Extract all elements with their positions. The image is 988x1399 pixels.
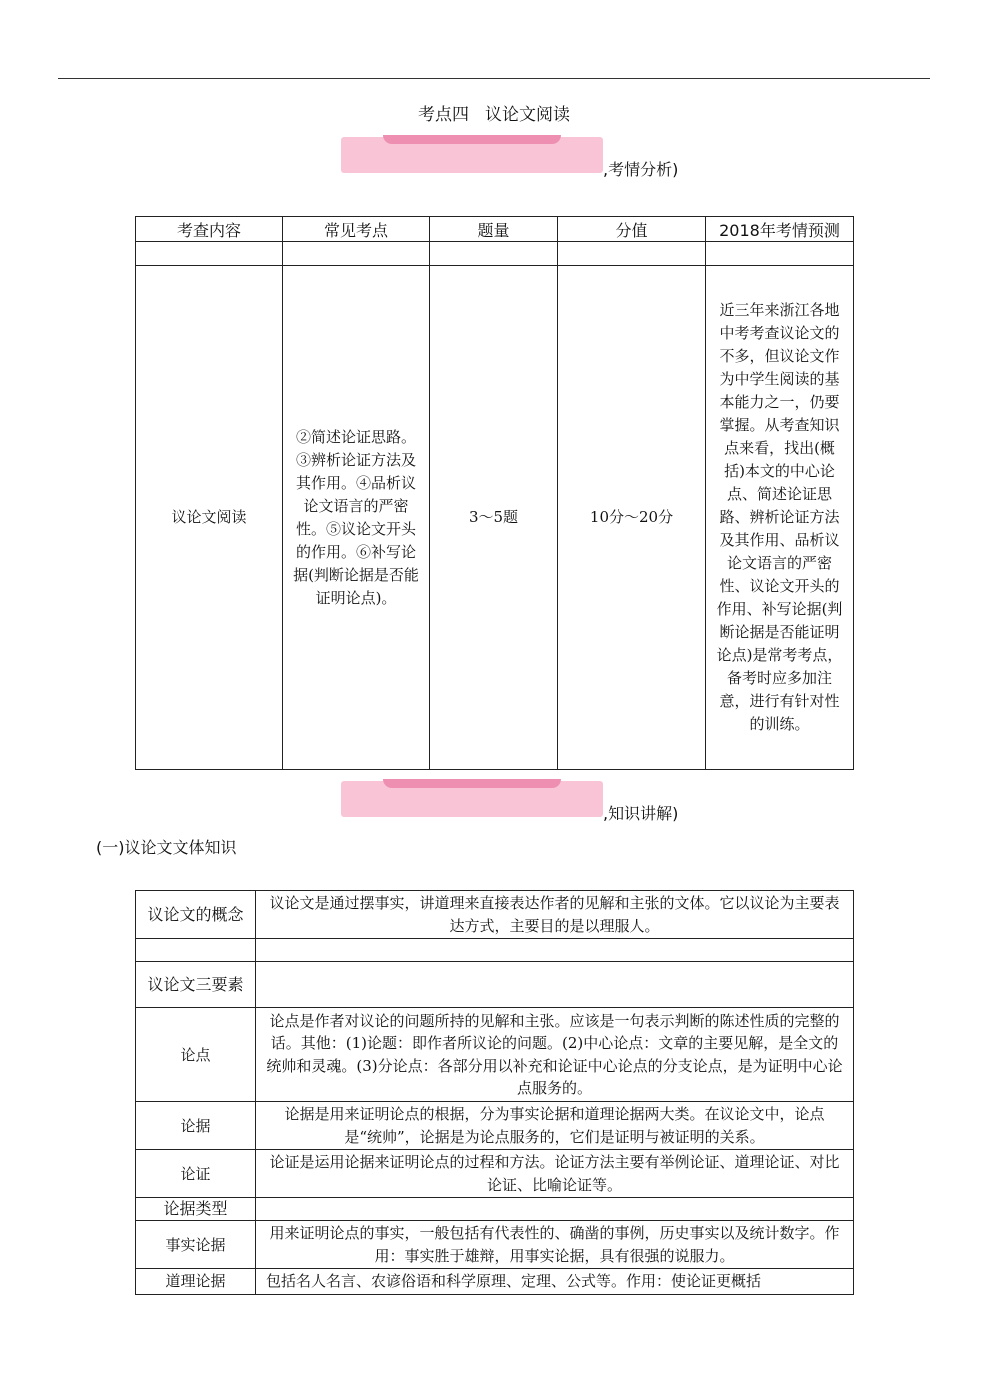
header-cell: 2018年考情预测 — [706, 217, 854, 242]
analysis-banner-label: ,考情分析) — [603, 160, 679, 179]
evidence-types-label: 论据类型 — [136, 1198, 256, 1221]
header-cell: 分值 — [558, 217, 706, 242]
fact-label: 事实论据 — [136, 1221, 256, 1269]
content-cell: 议论文阅读 — [136, 266, 283, 770]
table-row — [136, 1008, 854, 1102]
empty-row — [136, 939, 854, 962]
concept-label: 议论文的概念 — [136, 891, 256, 939]
table-row — [136, 891, 854, 939]
table-row — [136, 1102, 854, 1150]
banner-tab — [383, 779, 561, 788]
header-cell: 常见考点 — [283, 217, 430, 242]
evidence-label: 论据 — [136, 1102, 256, 1150]
principle-text: 包括名人名言、农谚俗语和科学原理、定理、公式等。作用：使论证更概括 — [256, 1269, 854, 1295]
top-rule — [58, 78, 930, 79]
fact-text: 用来证明论点的事实，一般包括有代表性的、确凿的事例，历史事实以及统计数字。作用：事实胜于雄辩，用事实论据，具有很强的说服力。 — [256, 1221, 854, 1269]
evidence-text: 论据是用来证明论点的根据，分为事实论据和道理论据两大类。在议论文中，论点是“统帅”，论据是为论点服务的，它们是证明与被证明的关系。 — [256, 1102, 854, 1150]
concept-text: 议论文是通过摆事实，讲道理来直接表达作者的见解和主张的文体。它以议论为主要表达方式，主要目的是以理服人。 — [256, 891, 854, 939]
header-cell: 考查内容 — [136, 217, 283, 242]
title-part1: 考点四 — [418, 105, 469, 125]
title-part2: 议论文阅读 — [485, 105, 570, 125]
knowledge-table — [135, 890, 854, 1295]
empty-row — [136, 242, 854, 266]
knowledge-banner — [341, 779, 603, 817]
banner-tab — [383, 135, 561, 144]
principle-label: 道理论据 — [136, 1269, 256, 1295]
argument-text: 论点是作者对议论的问题所持的见解和主张。应该是一句表示判断的陈述性质的完整的话。其他：(1)论题：即作者所议论的问题。(2)中心论点：文章的主要见解，是全文的统帅和灵魂。(3)分论点：各部分用以补充和论证中心论点的分支论点，是为证明中心论点服务的。 — [256, 1008, 854, 1102]
prediction-cell: 近三年来浙江各地中考考查议论文的不多，但议论文作为中学生阅读的基本能力之一，仍要掌握。从考查知识点来看，找出(概括)本文的中心论点、简述论证思路、辨析论证方法及其作用、品析议论文语言的严密性、议论文开头的作用、补写论据(判断论据是否能证明论点)是常考考点，备考时应多加注意，进行有针对性的训练。 — [706, 266, 854, 770]
table-row — [136, 266, 854, 770]
reasoning-label: 论证 — [136, 1150, 256, 1198]
section-heading: (一)议论文文体知识 — [96, 838, 237, 857]
table-row — [136, 1221, 854, 1269]
points-cell: ②简述论证思路。③辨析论证方法及其作用。④品析议论文语言的严密性。⑤议论文开头的作用。⑥补写论据(判断论据是否能证明论点)。 — [283, 266, 430, 770]
elements-label: 议论文三要素 — [136, 962, 256, 1008]
reasoning-text: 论证是运用论据来证明论点的过程和方法。论证方法主要有举例论证、道理论证、对比论证、比喻论证等。 — [256, 1150, 854, 1198]
page-title — [0, 100, 988, 125]
count-cell: 3～5题 — [430, 266, 558, 770]
score-cell: 10分～20分 — [558, 266, 706, 770]
table-row — [136, 962, 854, 1008]
analysis-banner — [341, 135, 603, 173]
table-row — [136, 1198, 854, 1221]
table-header-row — [136, 217, 854, 242]
table-row — [136, 1269, 854, 1295]
header-cell: 题量 — [430, 217, 558, 242]
exam-analysis-table — [135, 216, 854, 770]
table-row — [136, 1150, 854, 1198]
argument-label: 论点 — [136, 1008, 256, 1102]
knowledge-banner-label: ,知识讲解) — [603, 804, 679, 823]
